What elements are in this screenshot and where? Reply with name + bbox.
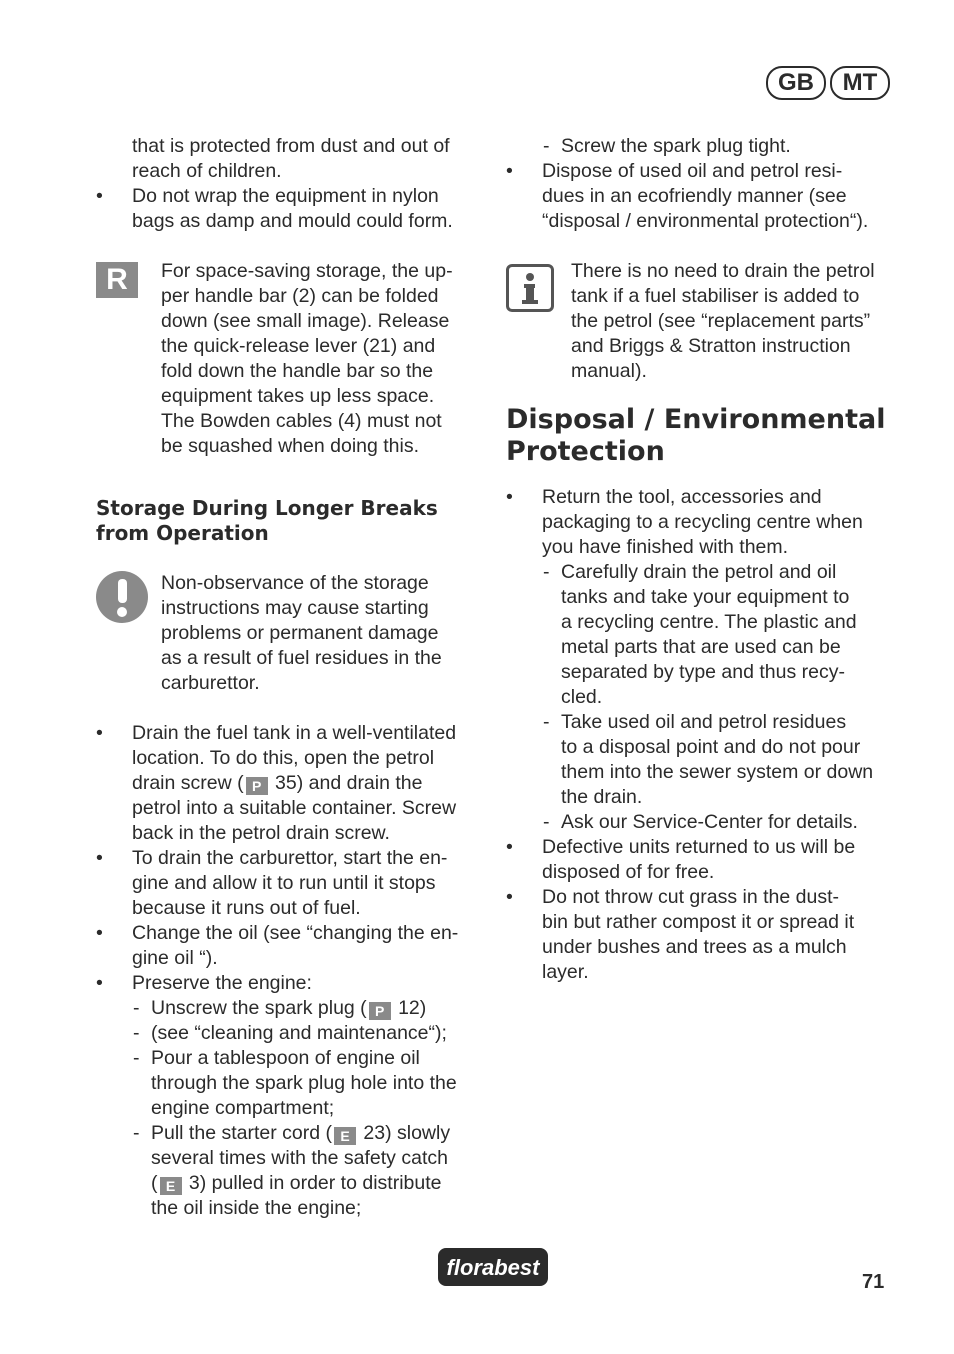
figure-ref-e-icon: E [334, 1127, 356, 1145]
page-number: 71 [862, 1271, 885, 1293]
text-line: and Briggs & Stratton instruction [571, 335, 851, 357]
bullet-item: • Defective units returned to us will be [506, 835, 896, 860]
text-line: dues in an ecofriendly manner (see [542, 185, 847, 207]
text-line: petrol into a suitable container. Screw [132, 797, 457, 819]
text-line: to a disposal point and do not pour [561, 736, 861, 758]
dash-item: - Unscrew the spark plug ( P 12) [96, 996, 480, 1021]
text-line: the petrol (see “replacement parts” [571, 310, 871, 332]
text-line: through the spark plug hole into the [151, 1072, 457, 1094]
dash-item: - Take used oil and petrol residues [506, 710, 896, 735]
text-line: The Bowden cables (4) must not [161, 410, 442, 432]
text-line: because it runs out of fuel. [132, 897, 361, 919]
text-line: tank if a fuel stabiliser is added to [571, 285, 860, 307]
figure-ref-p-icon: P [246, 777, 268, 795]
section-heading-line: Storage During Longer Breaks [96, 496, 438, 520]
info-glyph [509, 267, 551, 309]
text-line: several times with the safety catch [151, 1147, 448, 1169]
text-line: the quick-release lever (21) and [161, 335, 436, 357]
bullet-item: • To drain the carburettor, start the en- [96, 846, 480, 871]
bullet-item: • Drain the fuel tank in a well-ventilated [96, 721, 480, 746]
text-line: the drain. [561, 786, 643, 808]
text-line: cled. [561, 686, 603, 708]
info-icon [506, 264, 554, 312]
folding-note [96, 259, 480, 459]
text-line: ( E 3) pulled in order to distribute [151, 1172, 442, 1194]
bullet-item: • Dispose of used oil and petrol resi- [506, 159, 896, 184]
figure-ref-p-icon: P [369, 1002, 391, 1020]
text-line: tanks and take your equipment to [561, 586, 850, 608]
dash-item: - Pull the starter cord ( E 23) slowly [96, 1121, 480, 1146]
text-line: equipment takes up less space. [161, 385, 435, 407]
section-heading-line: from Operation [96, 521, 269, 545]
text-line: gine oil “). [132, 947, 218, 969]
florabest-logo: florabest [438, 1248, 548, 1286]
text-line: “disposal / environmental protection“). [542, 210, 869, 232]
bullet-item: • Do not throw cut grass in the dust- [506, 885, 896, 910]
section-heading-line: Protection [506, 436, 665, 467]
text-line: under bushes and trees as a mulch [542, 936, 847, 958]
text-line: them into the sewer system or down [561, 761, 874, 783]
text-line: layer. [542, 961, 589, 983]
text-line: Non-observance of the storage [161, 572, 429, 594]
text-line: gine and allow it to run until it stops [132, 872, 436, 894]
bullet-item: • Change the oil (see “changing the en- [96, 921, 480, 946]
text-line: as a result of fuel residues in the [161, 647, 442, 669]
section-heading-line: Disposal / Environmental [506, 404, 886, 435]
text-line: that is protected from dust and out of [132, 135, 450, 157]
warning-exclamation-icon [96, 571, 148, 623]
text-line: bags as damp and mould could form. [132, 210, 453, 232]
text-line: metal parts that are used can be [561, 636, 841, 658]
dash-item: - Ask our Service-Center for details. [506, 810, 896, 835]
text-line: packaging to a recycling centre when [542, 511, 863, 533]
bullet-item: • Return the tool, accessories and [506, 485, 896, 510]
text-line: the oil inside the engine; [151, 1197, 362, 1219]
text-line: For space-saving storage, the up- [161, 260, 453, 282]
text-line: per handle bar (2) can be folded [161, 285, 439, 307]
text-line: fold down the handle bar so the [161, 360, 434, 382]
language-badge-gb: GB [766, 66, 826, 100]
text-line: disposed of for free. [542, 861, 715, 883]
text-line: instructions may cause starting [161, 597, 429, 619]
text-line: manual). [571, 360, 647, 382]
text-line: location. To do this, open the petrol [132, 747, 435, 769]
dash-item: - Screw the spark plug tight. [506, 134, 896, 159]
info-note [506, 259, 896, 384]
left-column [96, 134, 480, 1221]
text-line: back in the petrol drain screw. [132, 822, 390, 844]
figure-ref-e-icon: E [160, 1177, 182, 1195]
text-line: you have finished with them. [542, 536, 789, 558]
text-line: carburettor. [161, 672, 260, 694]
text-line: engine compartment; [151, 1097, 335, 1119]
text-line: reach of children. [132, 160, 282, 182]
warning-note [96, 571, 480, 696]
language-badge-mt: MT [830, 66, 890, 100]
text-line: There is no need to drain the petrol [571, 260, 875, 282]
text-line: be squashed when doing this. [161, 435, 420, 457]
bullet-item: • Do not wrap the equipment in nylon [96, 184, 480, 209]
dash-item: - Carefully drain the petrol and oil [506, 560, 896, 585]
text-line: separated by type and thus recy- [561, 661, 845, 683]
text-line: a recycling centre. The plastic and [561, 611, 857, 633]
text-line: - (see “cleaning and maintenance“); [96, 1021, 480, 1046]
text-line: down (see small image). Release [161, 310, 450, 332]
note-r-icon: R [96, 262, 138, 298]
right-column [506, 134, 896, 985]
bullet-item: • Preserve the engine: [96, 971, 480, 996]
text-line: problems or permanent damage [161, 622, 439, 644]
text-line: bin but rather compost it or spread it [542, 911, 855, 933]
dash-item: - Pour a tablespoon of engine oil [96, 1046, 480, 1071]
text-line: drain screw ( P 35) and drain the [132, 772, 423, 794]
